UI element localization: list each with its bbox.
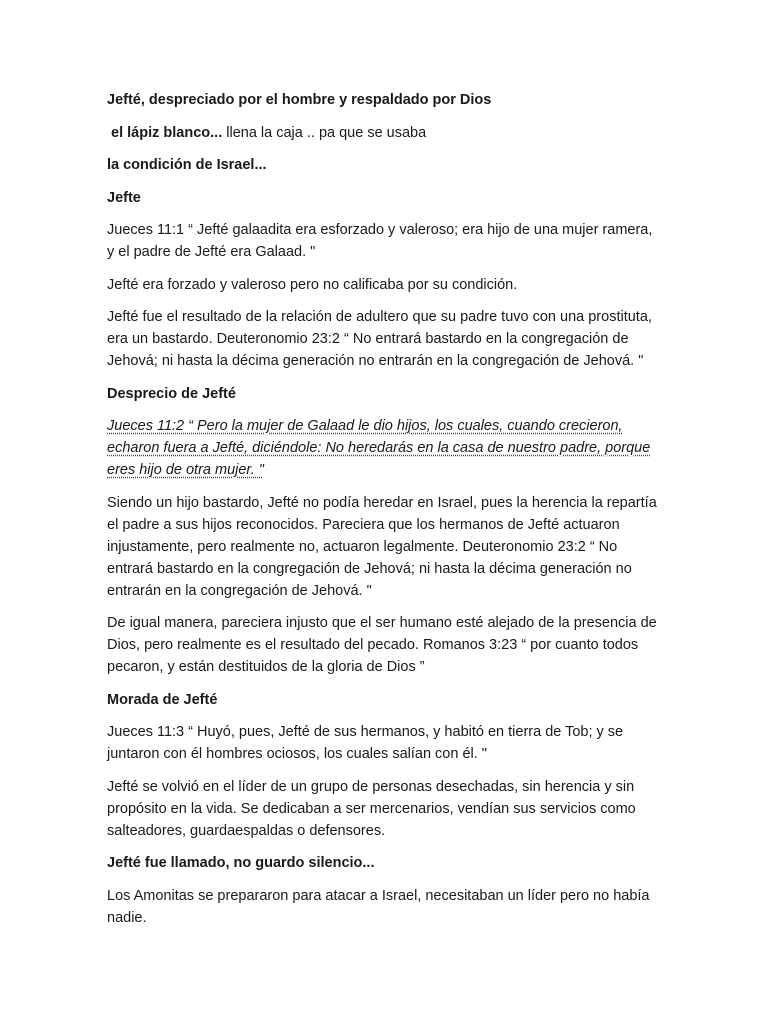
- paragraph-jueces-11-3: Jueces 11:3 “ Huyó, pues, Jefté de sus hermanos, y habitó en tierra de Tob; y se juntaron con él hombres ociosos, los cuales salían con él. ": [107, 724, 624, 762]
- jefte-heading: Jefte: [107, 189, 141, 206]
- paragraph-pecado: De igual manera, pareciera injusto que el ser humano esté alejado de la presencia de Dios, pero realmente es el resultado del pecado. Romanos 3:23 “ por cuanto todos pecaron, y están destituidos de la gloria de Dios ”: [107, 615, 657, 675]
- quote-jueces-11-2: Jueces 11:2 “ Pero la mujer de Galaad le dio hijos, los cuales, cuando crecieron, echaron fuera a Jefté, diciéndole: No heredarás en la casa de nuestro padre, porque eres hijo de otra mujer. ": [107, 418, 651, 478]
- paragraph-amonitas: Los Amonitas se prepararon para atacar a Israel, necesitaban un líder pero no había nadie.: [107, 887, 650, 926]
- paragraph-condicion: Jefté era forzado y valeroso pero no calificaba por su condición.: [107, 276, 518, 293]
- paragraph-lider: Jefté se volvió en el líder de un grupo de personas desechadas, sin herencia y sin propósito en la vida. Se dedicaban a ser mercenarios, vendían sus servicios como salteadores, guardaespaldas o defensores.: [107, 778, 636, 839]
- intro-line: [107, 122, 658, 144]
- document-title: Jefté, despreciado por el hombre y respaldado por Dios: [107, 92, 492, 108]
- paragraph-jueces-11-1: Jueces 11:1 “ Jefté galaadita era esforzado y valeroso; era hijo de una mujer ramera, y el padre de Jefté era Galaad. ": [107, 222, 653, 260]
- llamado-heading: Jefté fue llamado, no guardo silencio...: [107, 855, 375, 871]
- paragraph-herencia: Siendo un hijo bastardo, Jefté no podía heredar en Israel, pues la herencia la repartía el padre a sus hijos reconocidos. Pareciera que los hermanos de Jefté actuaron injustamente, pero realmente no, actuaron legalmente. Deuteronomio 23:2 “ No entrará bastardo en la congregación de Jehová; ni hasta la décima generación no entrarán en la congregación de Jehová. ": [107, 494, 657, 599]
- desprecio-heading: Desprecio de Jefté: [107, 385, 236, 402]
- intro-rest-text: llena la caja .. pa que se usaba: [222, 124, 427, 141]
- condition-heading: la condición de Israel...: [107, 157, 267, 173]
- intro-bold-text: el lápiz blanco...: [111, 124, 223, 141]
- morada-heading: Morada de Jefté: [107, 691, 218, 708]
- paragraph-bastardo: Jefté fue el resultado de la relación de adultero que su padre tuvo con una prostituta, era un bastardo. Deuteronomio 23:2 “ No entrará bastardo en la congregación de Jehová; ni hasta la décima generación no entrarán en la congregación de Jehová. ": [107, 309, 652, 369]
